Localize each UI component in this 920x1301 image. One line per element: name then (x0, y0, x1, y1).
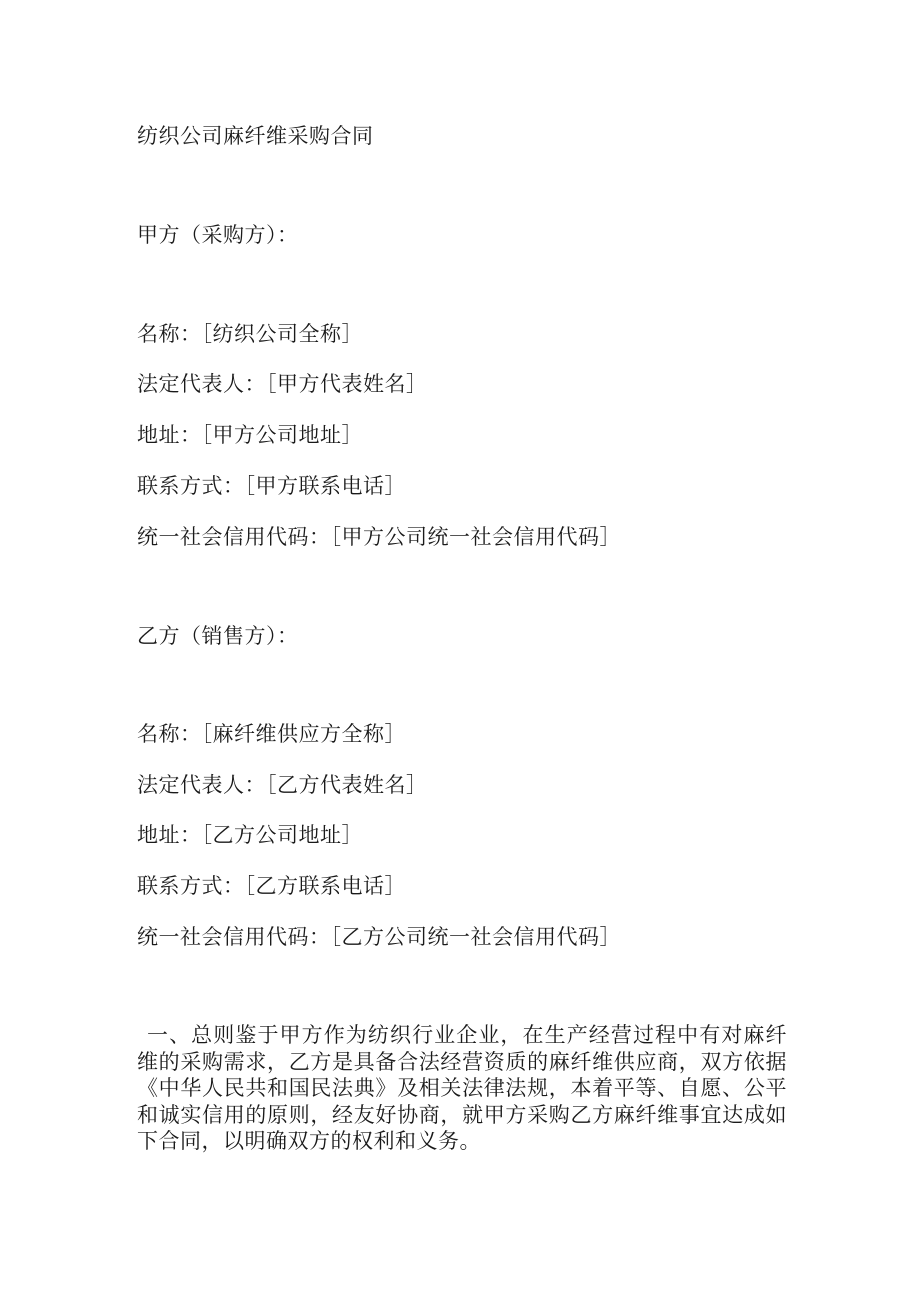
party-a-name: 名称：［纺织公司全称］ (137, 322, 363, 346)
party-a-address: 地址：［甲方公司地址］ (137, 423, 363, 447)
party-b-name: 名称：［麻纤维供应方全称］ (137, 722, 406, 746)
contract-title: 纺织公司麻纤维采购合同 (137, 124, 374, 148)
party-b-contact: 联系方式：［乙方联系电话］ (137, 874, 406, 898)
party-a-contact: 联系方式：［甲方联系电话］ (137, 474, 406, 498)
party-b-address: 地址：［乙方公司地址］ (137, 823, 363, 847)
party-a-credit-code: 统一社会信用代码：［甲方公司统一社会信用代码］ (137, 525, 621, 549)
party-b-heading: 乙方（销售方）： (137, 624, 299, 648)
party-a-representative: 法定代表人：［甲方代表姓名］ (137, 372, 428, 396)
party-b-representative: 法定代表人：［乙方代表姓名］ (137, 773, 428, 797)
party-a-heading: 甲方（采购方）： (137, 223, 299, 247)
section-1-general-provisions: 一、总则鉴于甲方作为纺织行业企业，在生产经营过程中有对麻纤维的采购需求，乙方是具备合法经营资质的麻纤维供应商，双方依据《中华人民共和国民法典》及相关法律法规，本着平等、自愿、公平和诚实信用的原则，经友好协商，就甲方采购乙方麻纤维事宜达成如下合同，以明确双方的权利和义务。 (137, 1023, 787, 1153)
party-b-credit-code: 统一社会信用代码：［乙方公司统一社会信用代码］ (137, 925, 621, 949)
